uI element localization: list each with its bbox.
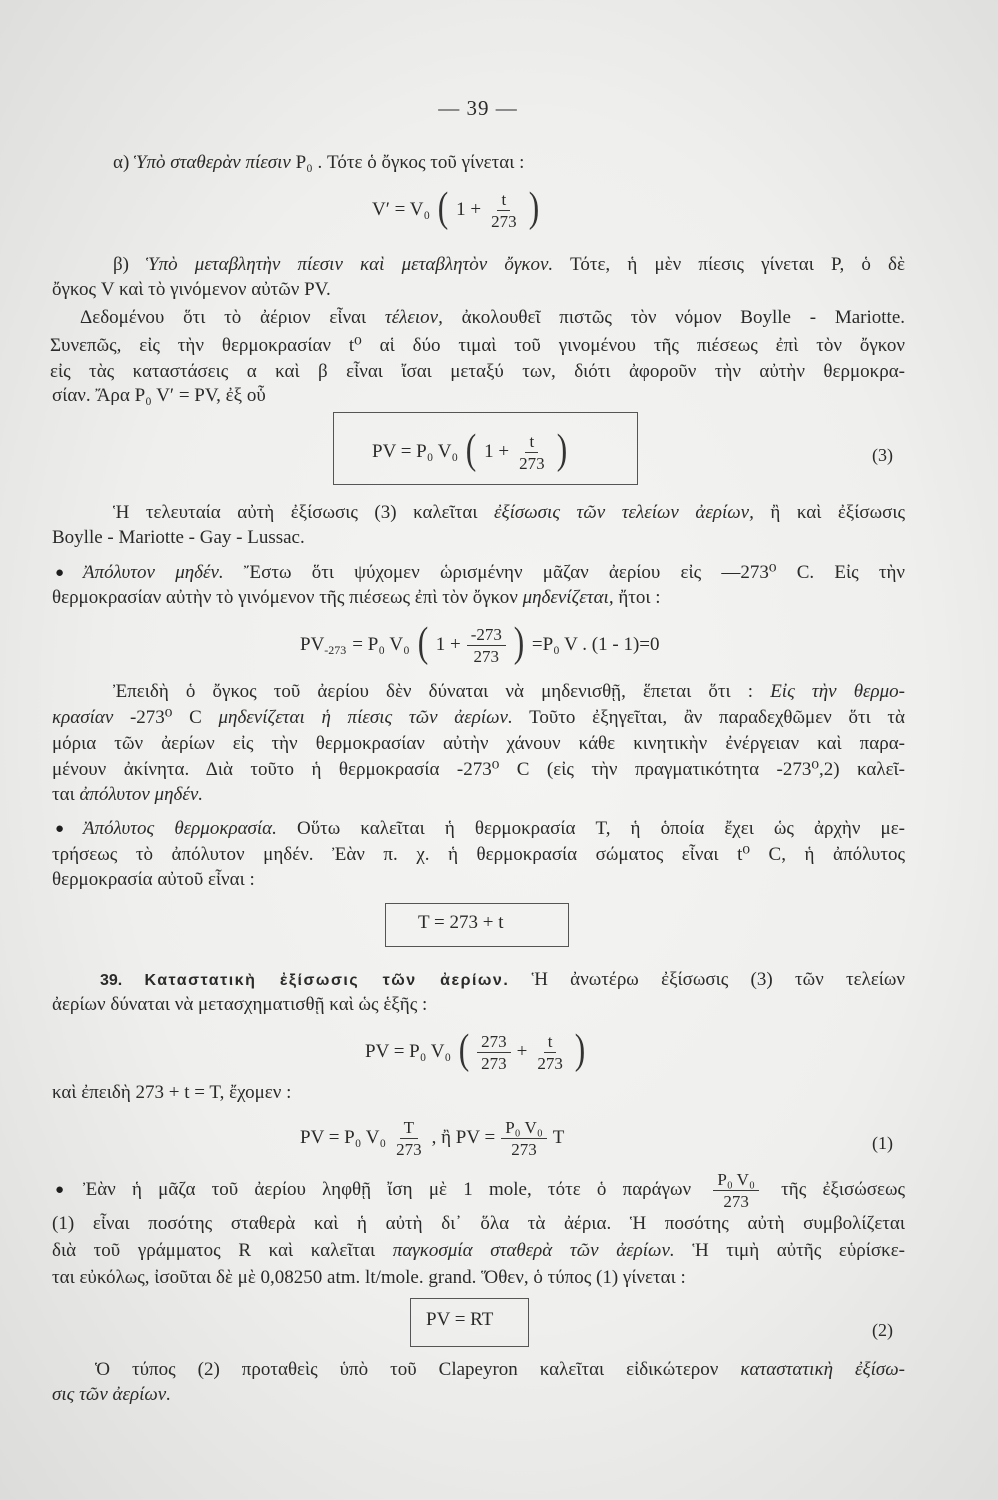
text-segment: Ὁ τύπος (2) προταθεὶς ὑπὸ τοῦ Clapeyron καλεῖται εἰδικώτερον: [95, 1359, 719, 1380]
italic-term: Ἀπόλυτον μηδέν.: [83, 562, 224, 583]
close-paren: ): [528, 185, 539, 231]
formula-ideal-gas: [372, 427, 575, 477]
formula-text: T = 273 + t: [418, 912, 504, 933]
close-paren: ): [513, 620, 525, 666]
bullet-icon: ●: [55, 821, 65, 837]
formula-absolute-temperature: [418, 898, 509, 948]
numerator: -273: [467, 624, 506, 646]
denominator: 273: [723, 1192, 749, 1212]
text-segment: Ἡ τιμὴ αὐτῆς εὑρίσκε-: [692, 1240, 906, 1261]
formula-term: 1 +: [456, 199, 482, 220]
section-title: Καταστατικὴ ἐξίσωσις τῶν ἀερίων.: [144, 972, 510, 989]
formula-1: [300, 1113, 570, 1163]
text-segment: -273⁰ C: [129, 707, 202, 728]
formula-operator: +: [516, 1041, 528, 1062]
page-number: — 39 —: [438, 96, 518, 120]
text-segment: P₀ . Τότε ὁ ὄγκος τοῦ γίνεται :: [295, 152, 525, 173]
text-segment: Οὕτω καλεῖται ἡ θερμοκρασία T, ἡ ὁποία ἔχει ὡς ἀρχὴν με-: [297, 818, 906, 839]
denominator: 273: [491, 211, 517, 231]
text-segment: Ἡ ἀνωτέρω ἐξίσωσις (3) τῶν τελείων: [531, 969, 906, 990]
text-segment: Ἐπειδὴ ὁ ὄγκος τοῦ ἀερίου δὲν δύναται νὰ μηδενισθῇ, ἕπεται ὅτι :: [113, 681, 754, 702]
formula-lhs: V′ = V₀: [372, 199, 431, 220]
close-paren: ): [574, 1027, 586, 1073]
formula-state-equation: [426, 1295, 499, 1345]
subscript: -273: [324, 643, 347, 657]
numerator: t: [497, 189, 510, 211]
text-line: [52, 1238, 905, 1264]
text-segment: ἀκολουθεῖ πιστῶς τὸν νόμον Boylle - Mariotte.: [461, 307, 906, 328]
fraction: [392, 1117, 426, 1160]
fraction: [487, 189, 521, 232]
text-line: [113, 500, 905, 526]
open-paren: (: [458, 1027, 470, 1073]
text-line: ἀερίων δύναται νὰ μετασχηματισθῇ καὶ ὡς ἑξῆς :: [52, 994, 428, 1015]
case-label: β): [113, 254, 129, 275]
equation-number: (3): [872, 445, 893, 465]
numerator: 273: [477, 1031, 511, 1053]
text-segment: Ἡ τελευταία αὐτὴ ἐξίσωσις (3) καλεῖται: [113, 502, 478, 523]
text-line: θερμοκρασία αὐτοῦ εἶναι :: [52, 869, 255, 890]
section-number: 39.: [100, 972, 123, 989]
equation-number: (2): [872, 1320, 893, 1340]
fraction: [533, 1031, 567, 1074]
formula-lhs: [300, 634, 346, 656]
formula-term: 1 +: [435, 634, 461, 655]
text-line: σίαν. Ἄρα P₀ V′ = PV, ἐξ οὗ: [52, 385, 266, 406]
case-label: α): [113, 152, 130, 173]
text-line: [95, 1357, 905, 1383]
text-line: [52, 585, 661, 611]
denominator: 273: [537, 1053, 563, 1073]
text-line: [100, 967, 905, 993]
text-line: ὄγκος V καὶ τὸ γινόμενον αὐτῶν PV.: [52, 279, 331, 300]
text-segment: Τότε, ἡ μὲν πίεσις γίνεται P, ὁ δὲ: [570, 254, 905, 275]
formula-symbol: PV: [300, 634, 325, 655]
text-line: μόρια τῶν ἀερίων εἰς τὴν θερμοκρασίαν αὐτὴν χάνουν κάθε κινητικὴν ἐνέργειαν καὶ παρα-: [52, 733, 905, 754]
text-line: (1) εἶναι ποσότης σταθερὰ καὶ ἡ αὐτὴ δι᾿ ὅλα τὰ ἀέρια. Ἡ ποσότης αὐτὴ συμβολίζεται: [52, 1213, 905, 1234]
italic-term: καταστατικὴ ἐξίσω-: [740, 1359, 906, 1380]
denominator: 273: [511, 1139, 537, 1159]
text-segment: Δεδομένου ὅτι τὸ ἀέριον εἶναι: [80, 307, 367, 328]
formula-text: PV = RT: [426, 1309, 494, 1330]
italic-term: κρασίαν: [52, 707, 114, 728]
text-line: [52, 782, 203, 808]
case-title: Ὑπὸ σταθερὰν πίεσιν: [134, 152, 291, 173]
denominator: 273: [473, 646, 500, 666]
formula-absolute-zero: [300, 620, 666, 670]
open-paren: (: [465, 427, 477, 473]
formula-term: = P₀ V₀: [352, 634, 410, 655]
text-line: [83, 1170, 906, 1212]
text-line: σις τῶν ἀερίων.: [52, 1384, 171, 1405]
text-line: Συνεπῶς, εἰς τὴν θερμοκρασίαν t⁰ αἱ δύο τιμαὶ τοῦ γινομένου τῆς πιέσεως ἐπὶ τὸν ὄγκον: [50, 335, 905, 356]
italic-term: ἐξίσωσις τῶν τελείων ἀερίων,: [493, 502, 754, 523]
text-line: καὶ ἐπειδὴ 273 + t = T, ἔχομεν :: [52, 1082, 292, 1103]
text-line: [52, 705, 905, 731]
text-line: [80, 305, 905, 331]
text-line: [113, 150, 524, 176]
italic-term: Ἀπόλυτος θερμοκρασία.: [83, 818, 277, 839]
open-paren: (: [417, 620, 428, 666]
text-line: [113, 252, 905, 278]
formula-lhs: PV = P₀ V₀: [365, 1041, 452, 1062]
numerator: P₀ V₀: [501, 1117, 547, 1139]
text-segment: ἤτοι :: [618, 587, 661, 608]
italic-term: ἀπόλυτον μηδέν.: [79, 784, 204, 805]
formula-lhs: PV = P₀ V₀: [372, 441, 459, 462]
text-segment: τῆς ἐξισώσεως: [781, 1179, 906, 1200]
numerator: t: [544, 1031, 557, 1053]
formula-constant-pressure: [372, 185, 547, 235]
denominator: 273: [481, 1053, 507, 1073]
open-paren: (: [437, 185, 449, 231]
text-segment: Τοῦτο ἐξηγεῖται, ἂν παραδεχθῶμεν ὅτι τὰ: [529, 707, 906, 728]
text-line: Boylle - Mariotte - Gay - Lussac.: [52, 527, 305, 548]
formula-lhs: PV = P₀ V₀: [300, 1127, 387, 1148]
italic-term: Εἰς τὴν θερμο-: [770, 681, 906, 702]
fraction: [515, 431, 549, 474]
text-line: [113, 679, 905, 705]
denominator: 273: [519, 453, 545, 473]
close-paren: ): [556, 427, 567, 473]
text-segment: Ἔστω ὅτι ψύχομεν ὡρισμένην μᾶζαν ἀερίου εἰς —273⁰ C. Εἰς τὴν: [243, 562, 905, 583]
fraction: [501, 1117, 547, 1160]
bullet-icon: ●: [55, 1182, 65, 1198]
numerator: T: [400, 1117, 418, 1139]
text-line: [83, 816, 905, 842]
numerator: P₀ V₀: [713, 1169, 759, 1191]
formula-term: T: [552, 1127, 565, 1148]
text-line: [83, 560, 905, 586]
fraction: [713, 1169, 759, 1212]
formula-term: , ἢ PV =: [431, 1127, 496, 1148]
text-line: εἰς τὰς καταστάσεις α καὶ β εἶναι ἴσαι μεταξύ των, διότι ἀφοροῦν τὴν αὐτὴν θερμοκρα-: [50, 361, 905, 382]
formula-rhs: =P₀ V . (1 - 1)=0: [531, 634, 660, 655]
equation-number: (1): [872, 1133, 893, 1153]
italic-term: τέλειον,: [384, 307, 443, 328]
bullet-icon: ●: [55, 565, 65, 581]
denominator: 273: [396, 1139, 422, 1159]
text-segment: ἢ καὶ ἐξίσωσις: [770, 502, 906, 523]
case-title: Ὑπὸ μεταβλητὴν πίεσιν καὶ μεταβλητὸν ὄγκον.: [146, 254, 554, 275]
text-line: μένουν ἀκίνητα. Διὰ τοῦτο ἡ θερμοκρασία -273⁰ C (εἰς τὴν πραγματικότητα -273⁰,2) καλεῖ-: [52, 759, 905, 780]
text-segment: διὰ τοῦ γράμματος R καὶ καλεῖται: [52, 1240, 376, 1261]
numerator: t: [525, 431, 538, 453]
text-segment: ται: [52, 784, 75, 805]
formula-transformed: [365, 1027, 593, 1077]
fraction: [467, 624, 506, 667]
italic-term: παγκοσμία σταθερὰ τῶν ἀερίων.: [392, 1240, 675, 1261]
italic-term: μηδενίζεται ἡ πίεσις τῶν ἀερίων.: [218, 707, 513, 728]
text-segment: θερμοκρασίαν αὐτὴν τὸ γινόμενον τῆς πιέσεως ἐπὶ τὸν ὄγκον: [52, 587, 518, 608]
text-line: ται εὐκόλως, ἰσοῦται δὲ μὲ 0,08250 atm. lt/mole. grand. Ὅθεν, ὁ τύπος (1) γίνεται :: [52, 1267, 686, 1288]
italic-term: μηδενίζεται,: [522, 587, 614, 608]
formula-term: 1 +: [484, 441, 510, 462]
fraction: [477, 1031, 511, 1074]
text-segment: Ἐὰν ἡ μᾶζα τοῦ ἀερίου ληφθῇ ἴση μὲ 1 mole, τότε ὁ παράγων: [83, 1179, 692, 1200]
text-line: τρήσεως τὸ ἀπόλυτον μηδέν. Ἐὰν π. χ. ἡ θερμοκρασία σώματος εἶναι t⁰ C, ἡ ἀπόλυτος: [52, 844, 905, 865]
